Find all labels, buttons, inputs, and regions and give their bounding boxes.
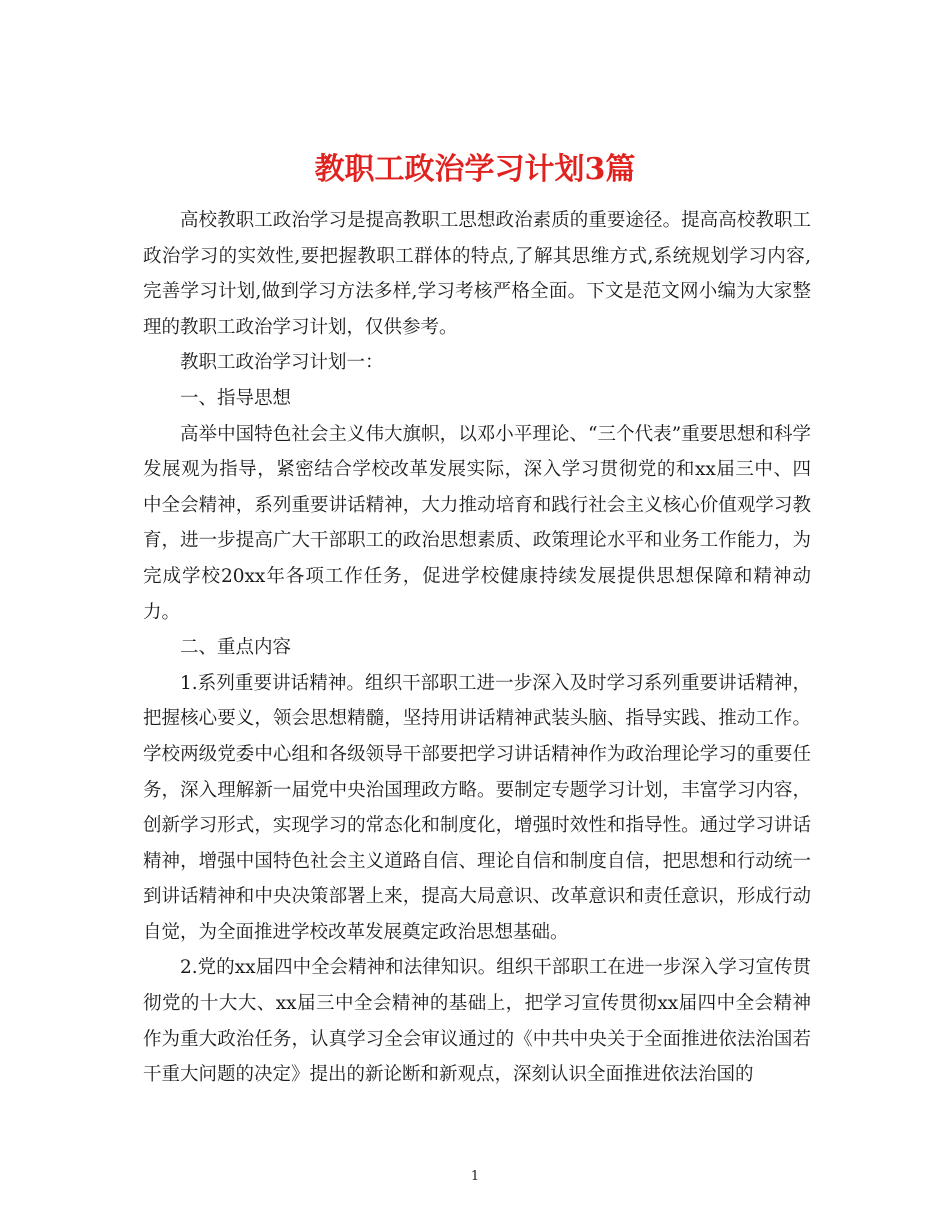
paragraph-intro: 高校教职工政治学习是提高教职工思想政治素质的重要途径。提高高校教职工政治学习的实效性,要把握教职工群体的特点,了解其思维方式,系统规划学习内容,完善学习计划,做到学习方法多样,学习考核严格全面。下文是范文网小编为大家整理的教职工政治学习计划，仅供参考。 [143,210,811,338]
paragraph-key-content-1: 1.系列重要讲话精神。组织干部职工进一步深入及时学习系列重要讲话精神，把握核心要义，领会思想精髓，坚持用讲话精神武装头脑、指导实践、推动工作。学校两级党委中心组和各级领导干部要把学习讲话精神作为政治理论学习的重要任务，深入理解新一届党中央治国理政方略。要制定专题学习计划，丰富学习内容，创新学习形式，实现学习的常态化和制度化，增强时效性和指导性。通过学习讲话精神，增强中国特色社会主义道路自信、理论自信和制度自信，把思想和行动统一到讲话精神和中央决策部署上来，提高大局意识、改革意识和责任意识，形成行动自觉，为全面推进学校改革发展奠定政治思想基础。 [143,672,811,943]
section-heading-key-content: 二、重点内容 [180,637,292,659]
paragraph-key-content-2: 2.党的xx届四中全会精神和法律知识。组织干部职工在进一步深入学习宣传贯彻党的十大大、xx届三中全会精神的基础上，把学习宣传贯彻xx届四中全会精神作为重大政治任务，认真学习全会审议通过的《中共中央关于全面推进依法治国若干重大问题的决定》提出的新论断和新观点，深刻认识全面推进依法治国的 [143,957,811,1086]
section-heading-guiding-ideology: 一、指导思想 [180,387,292,409]
page-number: 1 [470,1169,480,1184]
paragraph-guiding-ideology: 高举中国特色社会主义伟大旗帜，以邓小平理论、“三个代表”重要思想和科学发展观为指导，紧密结合学校改革发展实际，深入学习贯彻党的和xx届三中、四中全会精神，系列重要讲话精神，大力推动培育和践行社会主义核心价值观学习教育，进一步提高广大干部职工的政治思想素质、政策理论水平和业务工作能力，为完成学校20xx年各项工作任务，促进学校健康持续发展提供思想保障和精神动力。 [143,423,811,623]
document-body [143,203,811,1093]
paragraph-plan-one-heading: 教职工政治学习计划一： [180,352,384,374]
document-title: 教职工政治学习计划3篇 [314,152,636,188]
